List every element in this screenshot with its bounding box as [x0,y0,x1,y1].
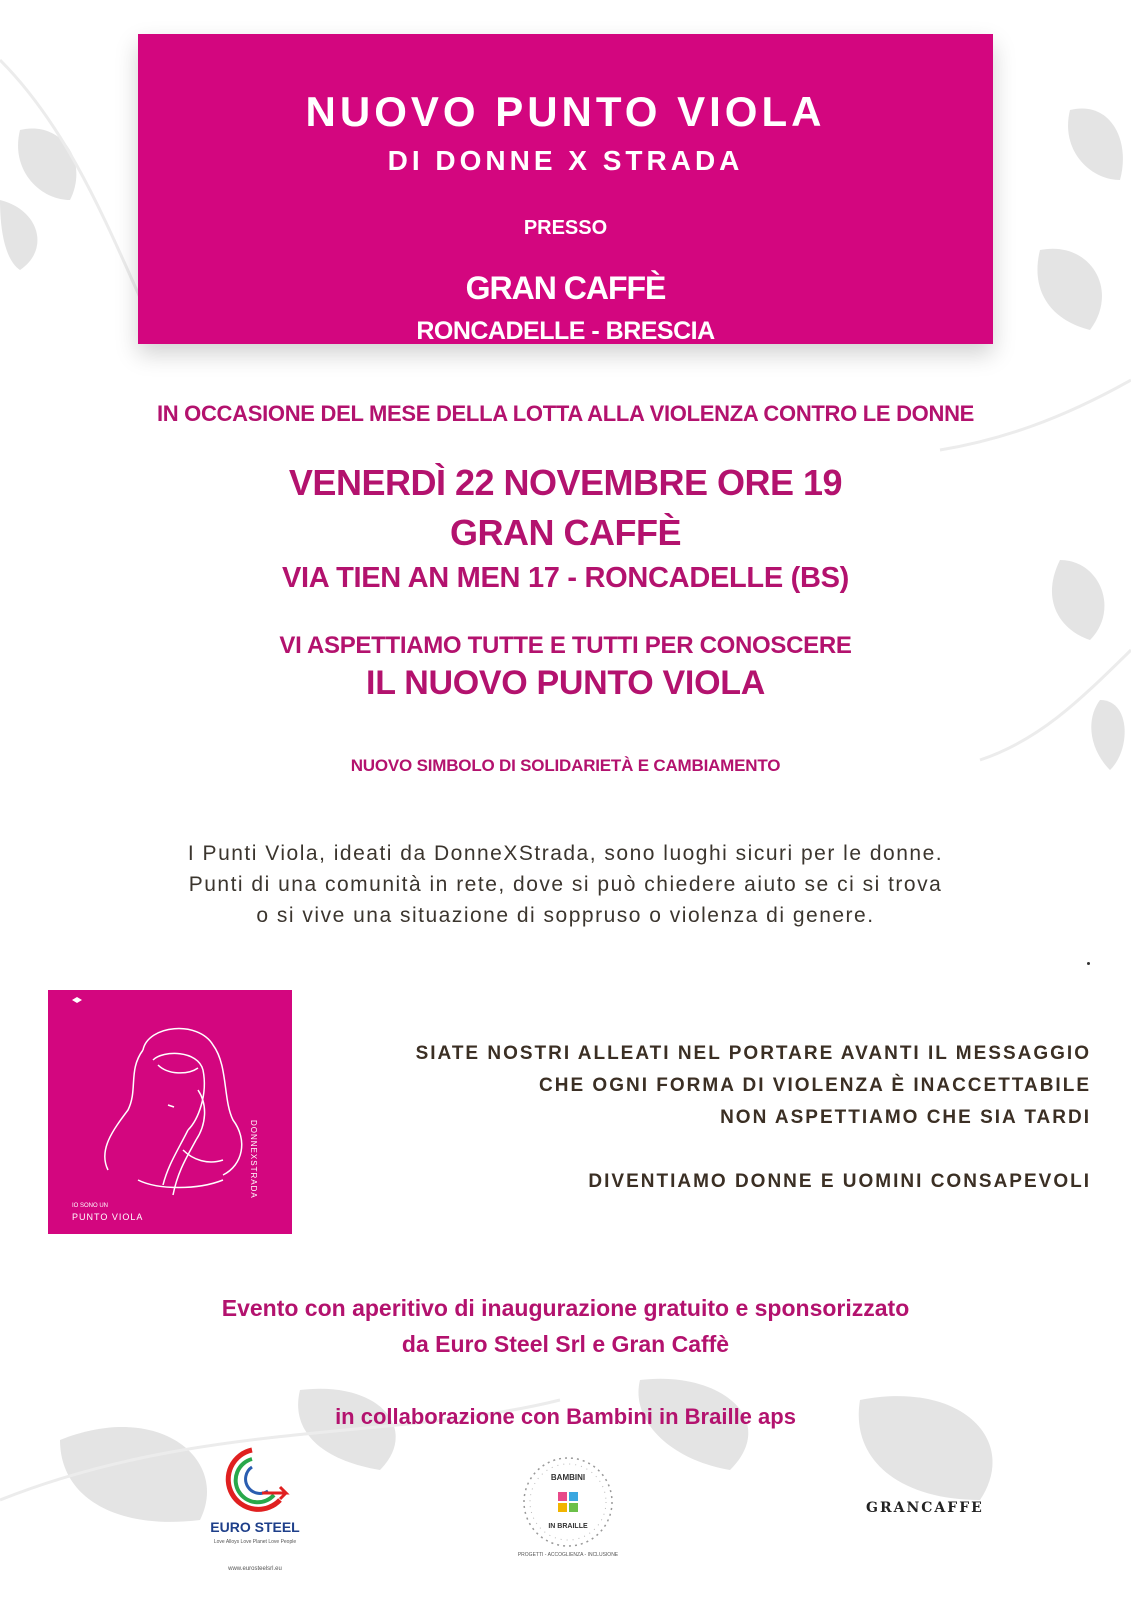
header-presso: PRESSO [523,217,608,239]
collaboration-line: in collaborazione con Bambini in Braille aps [335,1404,796,1429]
message-line: SIATE NOSTRI ALLEATI NEL PORTARE AVANTI IL MESSAGGIO [415,1043,1091,1064]
event-symbol: NUOVO SIMBOLO DI SOLIDARIETÀ E CAMBIAMENTO [350,756,781,775]
event-new-point: IL NUOVO PUNTO VIOLA [366,664,765,702]
bambini-in-braille-emblem-icon [518,1452,618,1552]
euro-steel-tagline: Love Alloys Love Planet Love People [213,1539,297,1545]
event-invite: VI ASPETTIAMO TUTTE E TUTTI PER CONOSCERE [279,632,852,659]
euro-steel-logo [190,1445,320,1575]
header-banner [138,34,993,344]
bambini-in-braille-logo [518,1452,618,1562]
euro-steel-emblem-icon [190,1445,320,1519]
bambini-tagline: PROGETTI - ACCOGLIENZA - INCLUSIONE [517,1552,619,1558]
message-line: NON ASPETTIAMO CHE SIA TARDI [720,1107,1091,1128]
gran-caffe-logo: GRANCAFFE [866,1500,984,1516]
card-brand: DONNEXSTRADA [249,1120,258,1199]
header-city: RONCADELLE - BRESCIA [416,317,715,345]
bambini-name-top: BAMBINI [550,1473,586,1482]
intro-paragraph [0,838,1131,931]
event-occasion: IN OCCASIONE DEL MESE DELLA LOTTA ALLA VIOLENZA CONTRO LE DONNE [156,401,975,426]
card-caption-small: IO SONO UN [72,1203,109,1209]
event-address: VIA TIEN AN MEN 17 - RONCADELLE (BS) [281,562,850,594]
intro-line: I Punti Viola, ideati da DonneXStrada, sono luoghi sicuri per le donne. [187,842,944,865]
intro-line: o si vive una situazione di soppruso o violenza di genere. [256,904,875,927]
header-title: NUOVO PUNTO VIOLA [305,88,826,135]
euro-steel-url: www.eurosteelsrl.eu [228,1566,282,1572]
card-caption: PUNTO VIOLA [72,1212,144,1222]
sponsor-line-1: Evento con aperitivo di inaugurazione gratuito e sponsorizzato [221,1295,910,1321]
intro-line: Punti di una comunità in rete, dove si può chiedere aiuto se ci si trova [188,873,943,896]
punto-viola-card [48,990,292,1234]
header-venue: GRAN CAFFÈ [465,270,666,306]
header-subtitle: DI DONNE X STRADA [387,145,744,176]
event-date: VENERDÌ 22 NOVEMBRE ORE 19 [288,462,843,503]
euro-steel-name: EURO STEEL [210,1519,300,1535]
event-venue: GRAN CAFFÈ [450,512,681,553]
decorative-dot [1087,962,1090,965]
message-line: DIVENTIAMO DONNE E UOMINI CONSAPEVOLI [588,1171,1091,1192]
bambini-name-bottom: IN BRAILLE [548,1523,588,1530]
message-line: CHE OGNI FORMA DI VIOLENZA È INACCETTABILE [539,1075,1091,1096]
sponsor-line-2: da Euro Steel Srl e Gran Caffè [401,1331,730,1357]
